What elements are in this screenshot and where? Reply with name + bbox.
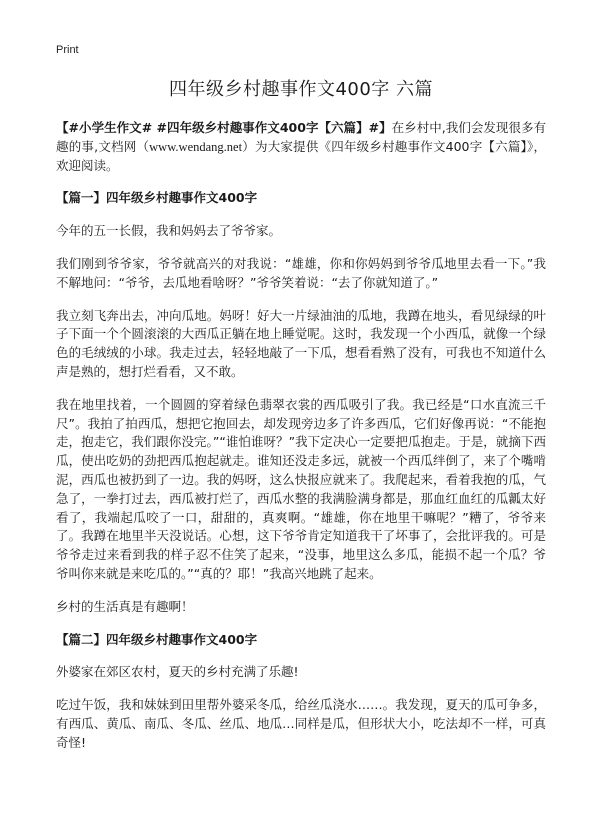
paragraph: 今年的五一长假，我和妈妈去了爷爷家。	[56, 223, 282, 239]
intro-text-after-url: ）为大家提供《四年级乡村趣事作文400字【六篇】》，欢迎阅读。	[56, 138, 546, 173]
print-link[interactable]: Print	[56, 44, 79, 56]
paragraph: 吃过午饭，我和妹妹到田里帮外婆采冬瓜，给丝瓜浇水……。我发现，夏天的瓜可争多，有西瓜、黄瓜、南瓜、冬瓜、丝瓜、地瓜…同样是瓜，但形状大小，吃法却不一样，可真奇怪!	[56, 697, 546, 750]
section-heading-2: 【篇二】四年级乡村趣事作文400字	[56, 631, 258, 647]
paragraph: 外婆家在郊区农村，夏天的乡村充满了乐趣!	[56, 664, 299, 680]
paragraph: 乡村的生活真是有趣啊！	[56, 598, 194, 614]
paragraph: 我在地里找着，一个圆圆的穿着绿色翡翠衣裳的西瓜吸引了我。我已经是“口水直流三千尺”。我拍了拍西瓜，想把它抱回去，却发现旁边多了许多西瓜，它们好像再说：“不能抱走，抱走它，我们跟你没完。”“谁怕谁呀？”我下定决心一定要把瓜抱走。于是，就摘下西瓜，使出吃奶的劲把西瓜抱起就走。谁知还没走多远，就被一个西瓜绊倒了，来了个嘴啃泥，西瓜也被扔到了一边。我的妈呀，这么快报应就来了。我爬起来，看着我抱的瓜，气急了，一拳打过去，西瓜被打烂了，西瓜水整的我满脸满身都是，那血红血红的瓜瓤太好看了，我端起瓜咬了一口，甜甜的，真爽啊。“雄雄，你在地里干嘛呢？”糟了，爷爷来了。我蹲在地里半天没说话。心想，这下爷爷肯定知道我干了坏事了，会批评我的。可是爷爷走过来看到我的样子忍不住笑了起来，“没事，地里这么多瓜，能损不起一个瓜？爷爷叫你来就是来吃瓜的。”“真的？耶！”我高兴地跳了起来。	[56, 396, 546, 581]
site-url[interactable]: www.wendang.net	[149, 139, 243, 154]
paragraph: 我们刚到爷爷家，爷爷就高兴的对我说：“雄雄，你和你妈妈到爷爷瓜地里去看一下。”我不解地问：“爷爷，去瓜地看啥呀？”爷爷笑着说：“去了你就知道了。”	[56, 255, 546, 290]
document-body	[56, 75, 546, 767]
intro-text-before-url: 在乡村中,我们会发现很多有趣的事,文档网（	[56, 120, 547, 154]
paragraph: 我立刻飞奔出去，冲向瓜地。妈呀！好大一片绿油油的瓜地，我蹲在地头，看见绿绿的叶子下面一个个圆滚滚的大西瓜正躺在地上睡觉呢。这时，我发现一个小西瓜，就像一个绿色的毛绒绒的小球。我走过去，轻轻地敲了一下瓜，想看看熟了没有，可我也不知道什么声是熟的，想打烂看看，又不敢。	[56, 307, 546, 379]
intro-paragraph	[56, 119, 546, 175]
intro-tags: 【#小学生作文# #四年级乡村趣事作文400字【六篇】#】	[56, 120, 392, 135]
page-title: 四年级乡村趣事作文400字 六篇	[168, 79, 434, 100]
section-heading-1: 【篇一】四年级乡村趣事作文400字	[56, 190, 258, 206]
